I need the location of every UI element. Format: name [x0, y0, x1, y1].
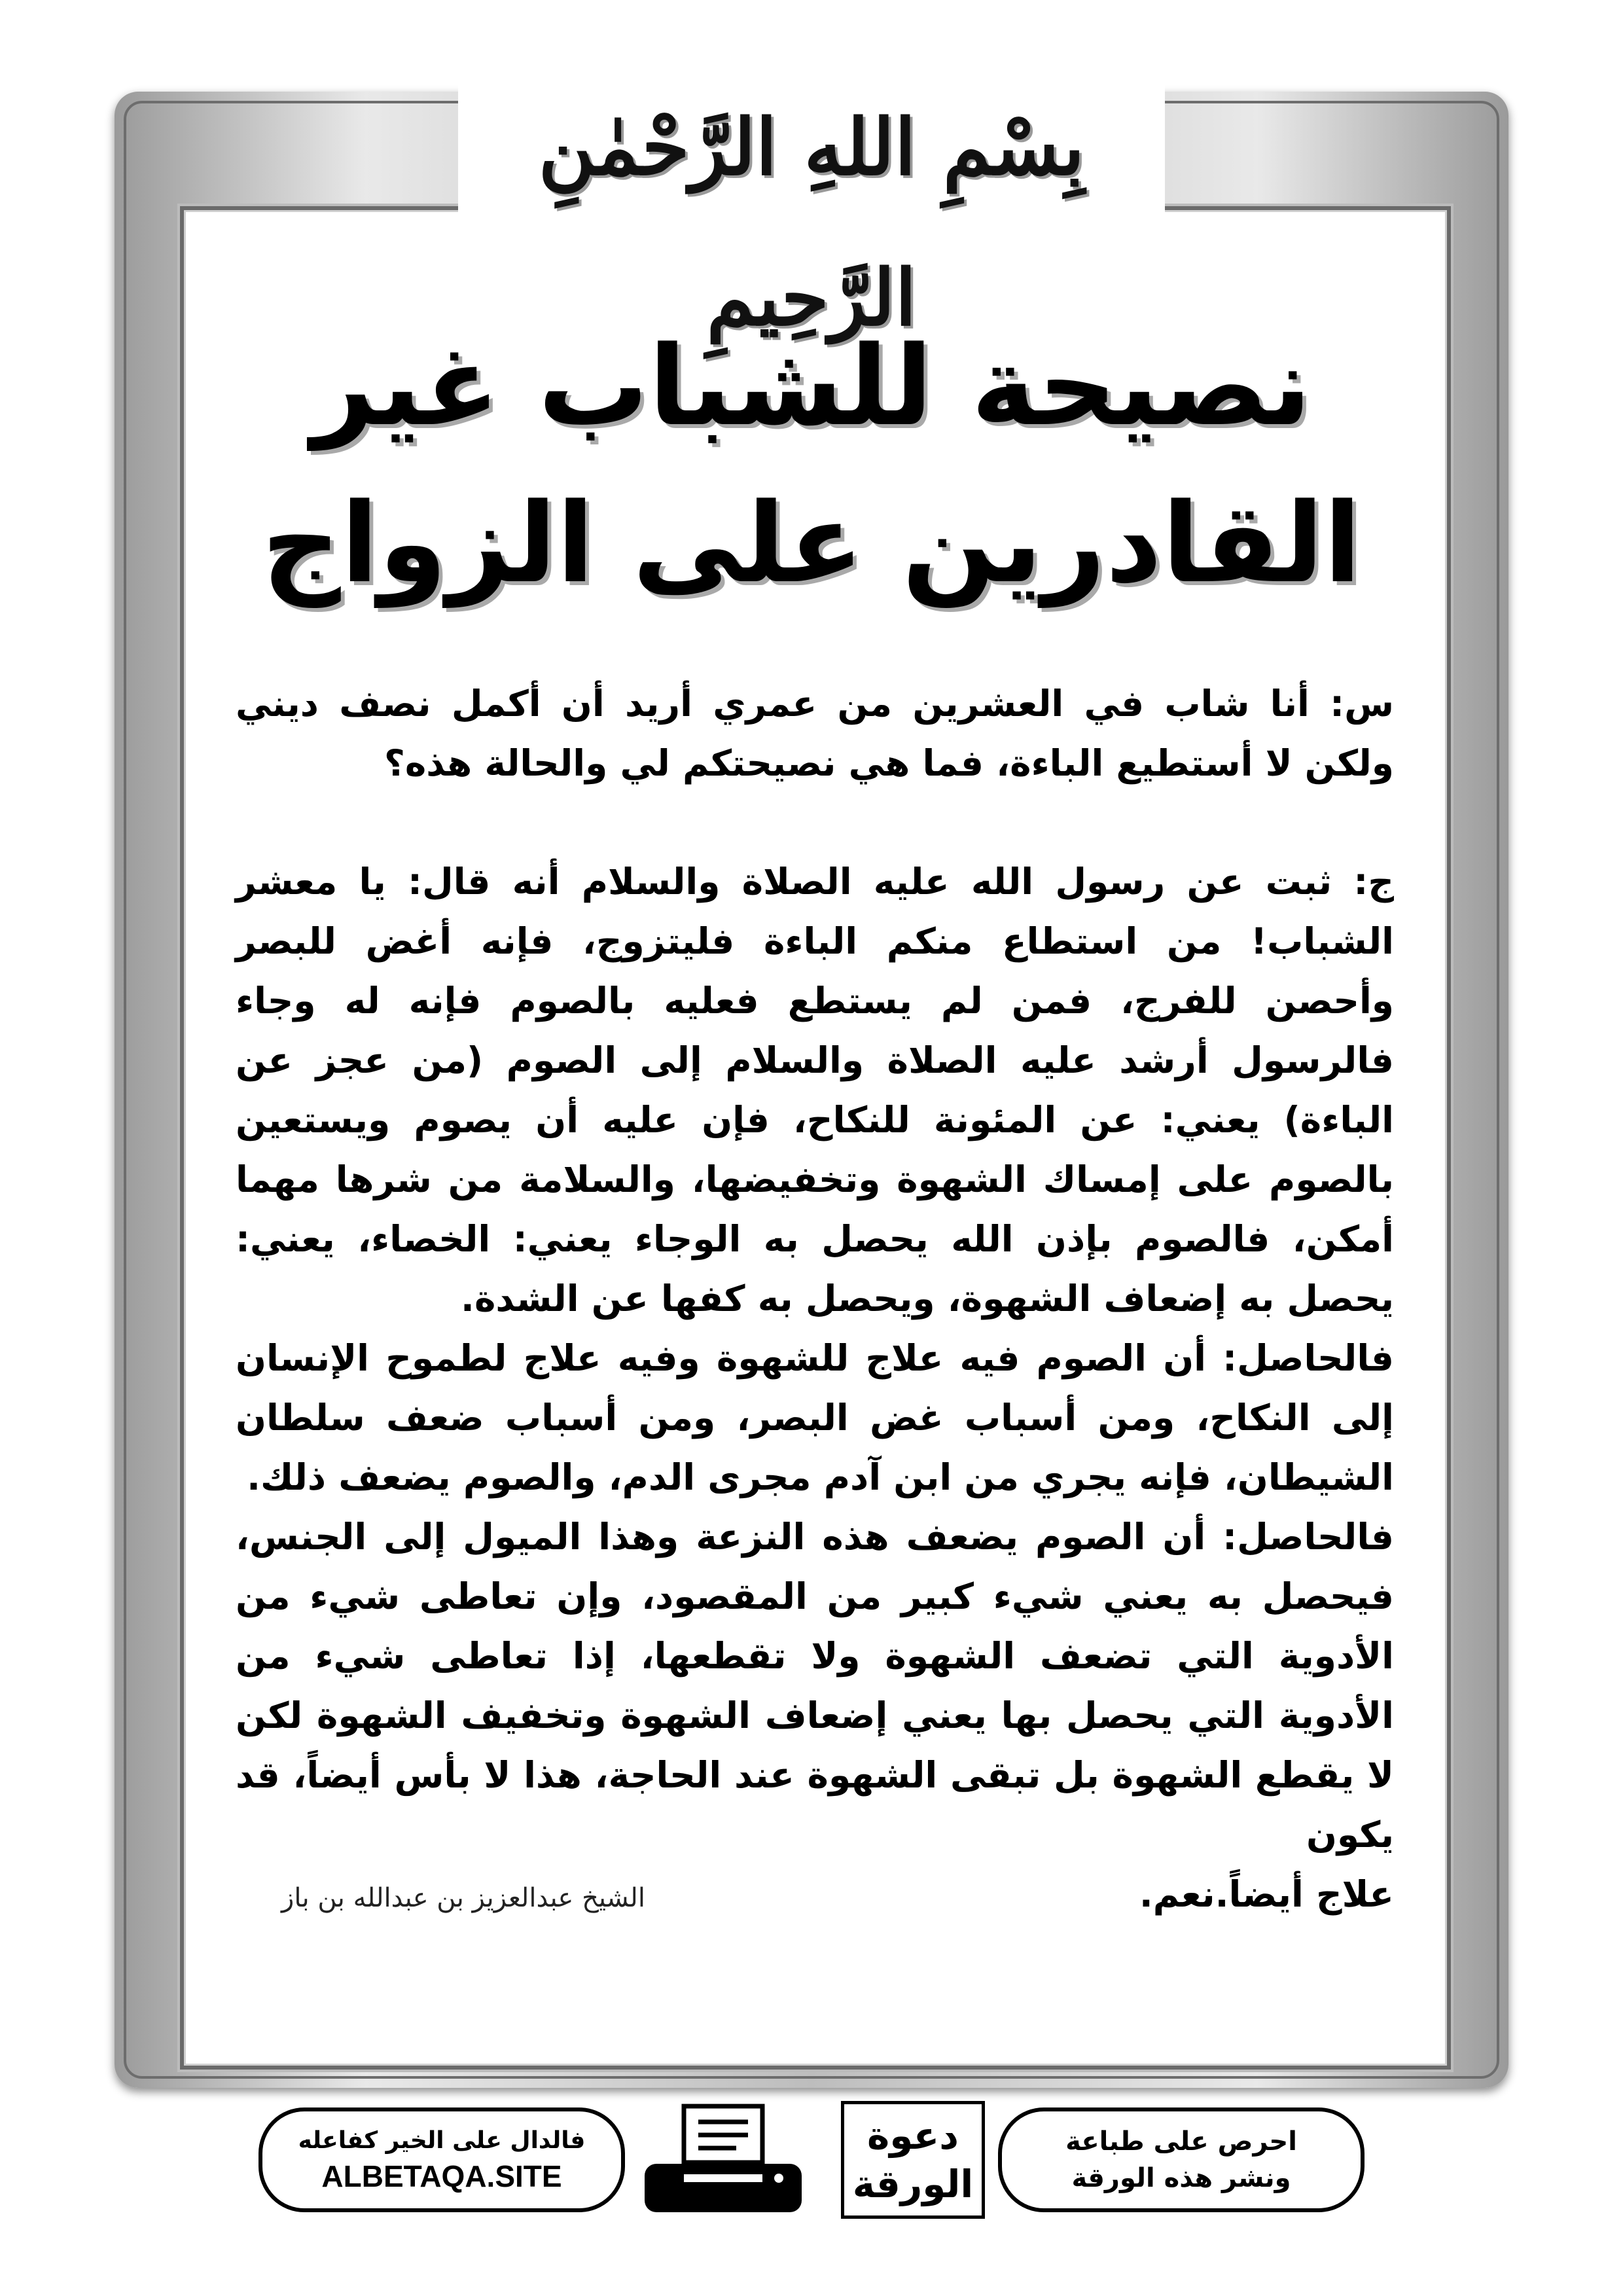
title-line-2: القادرين على الزواج: [261, 479, 1362, 607]
answer-paragraph-2: فالحاصل: أن الصوم فيه علاج للشهوة وفيه علاج لطموح الإنسان إلى النكاح، ومن أسباب غض البصر، ومن أسباب ضعف سلطان الشيطان، فإنه يجري من ابن آدم مجرى الدم، والصوم يضعف ذلك.: [236, 1337, 1394, 1498]
title-line-1: نصيحة للشباب غير: [311, 322, 1312, 450]
footer-print-line-2: ونشر هذه الورقة: [1071, 2163, 1291, 2193]
closing-text: علاج أيضاً.نعم.: [1139, 1873, 1394, 1915]
footer-website-box: [259, 2108, 625, 2212]
logo-line-1: دعوة: [867, 2113, 959, 2158]
logo-line-2: الورقة: [852, 2162, 974, 2206]
answer-paragraph-1: ج: ثبت عن رسول الله عليه الصلاة والسلام أنه قال: يا معشر الشباب! من استطاع منكم الباءة فليتزوج، فإنه أغض للبصر وأحصن للفرج، فمن لم يستطع فعليه بالصوم فإنه له وجاء فالرسول أرشد عليه الصلاة والسلام إلى الصوم (من عجز عن الباءة) يعني: عن المئونة للنكاح، فإن عليه أن يصوم ويستعين بالصوم على إمساك الشهوة وتخفيضها، والسلامة من شرها مهما أمكن، فالصوم بإذن الله يحصل به الوجاء يعني: الخصاء، يعني: يحصل به إضعاف الشهوة، ويحصل به كفها عن الشدة.: [236, 861, 1394, 1319]
footer-center-group: [638, 2101, 985, 2219]
question-paragraph: س: أنا شاب في العشرين من عمري أريد أن أكمل نصف ديني ولكن لا أستطيع الباءة، فما هي نصيحتكم لي والحالة هذه؟: [236, 683, 1394, 784]
page-title: [216, 308, 1407, 622]
closing-line: [236, 1865, 1394, 1928]
footer-website[interactable]: ALBETAQA.SITE: [321, 2159, 562, 2193]
printer-icon: [638, 2101, 808, 2219]
footer-print-box: [998, 2108, 1364, 2212]
answer-paragraph-3: فالحاصل: أن الصوم يضعف هذه النزعة وهذا الميول إلى الجنس، فيحصل به يعني شيء كبير من المقصود، وإن تعاطى شيء من الأدوية التي تضعف الشهوة ولا تقطعها، إذا تعاطى شيء من الأدوية التي يحصل بها يعني إضعاف الشهوة وتخفيف الشهوة لكن لا يقطع الشهوة بل تبقى الشهوة عند الحاجة، هذا لا بأس أيضاً، قد يكون: [236, 1516, 1394, 1856]
article-body: [236, 674, 1394, 1928]
footer-print-line-1: احرص على طباعة: [1065, 2126, 1297, 2157]
dawa-paper-logo: [841, 2101, 985, 2219]
author-signature: الشيخ عبدالعزيز بن عبدالله بن باز: [281, 1883, 645, 1913]
basmala-calligraphy: بِسْمِ اللهِ الرَّحْمٰنِ الرَّحِيمِ: [538, 101, 1085, 343]
footer-bar: [259, 2098, 1364, 2222]
footer-slogan: فالدال على الخير كفاعله: [298, 2127, 586, 2154]
